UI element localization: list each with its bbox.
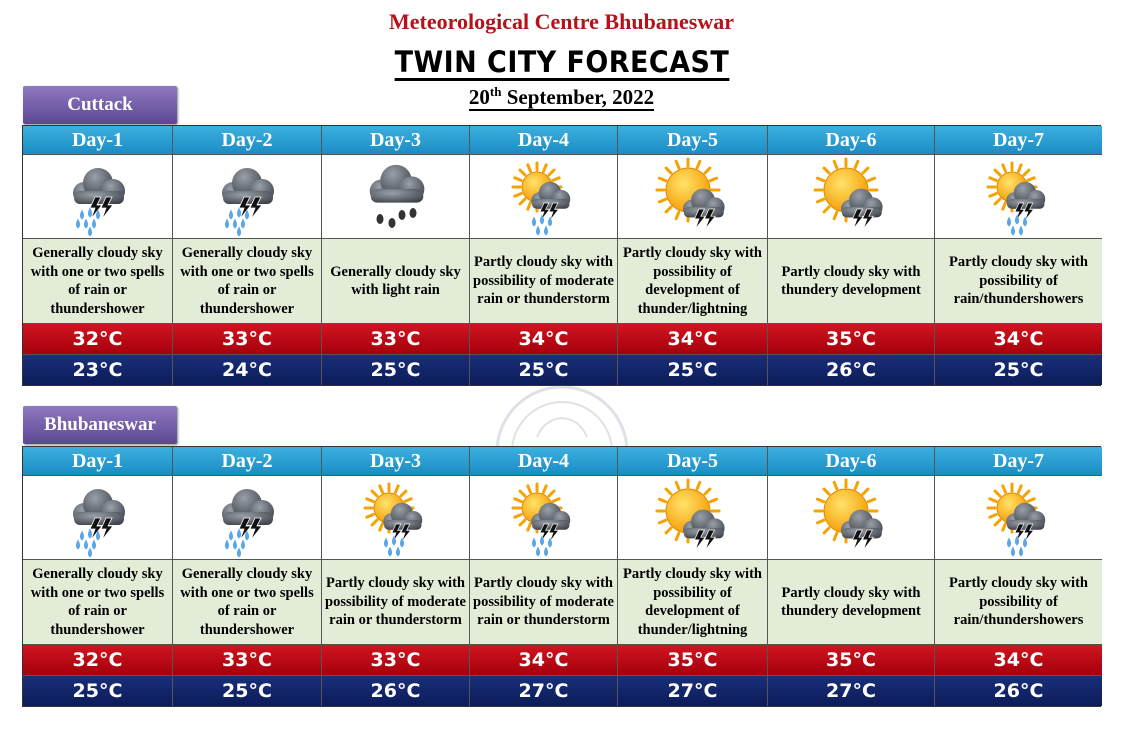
forecast-title-container: [0, 46, 1123, 81]
sun-cloud-thunder-rain-icon: [959, 478, 1079, 558]
min-temperature: 27°C: [768, 676, 935, 706]
forecast-description: Generally cloudy sky with one or two spells of rain or thundershower: [173, 239, 322, 324]
min-temperature: 25°C: [322, 355, 470, 385]
min-temperature: 27°C: [470, 676, 618, 706]
forecast-description: Partly cloudy sky with possibility of development of thunder/lightning: [618, 239, 768, 324]
header-organization: Meteorological Centre Bhubaneswar: [388, 9, 735, 34]
day-label: Day-5: [618, 126, 768, 155]
forecast-description: Generally cloudy sky with one or two spells of rain or thundershower: [173, 560, 322, 645]
day-label: Day-2: [173, 126, 322, 155]
date-suffix: th: [489, 84, 502, 99]
icon-cell: [470, 155, 618, 239]
max-temperature: 34°C: [470, 645, 618, 676]
forecast-description: Generally cloudy sky with one or two spells of rain or thundershower: [23, 560, 173, 645]
thunderstorm-rain-icon: [38, 478, 158, 558]
icon-cell: [322, 476, 470, 560]
icon-cell: [322, 155, 470, 239]
day-label: Day-6: [768, 447, 935, 476]
forecast-title: TWIN CITY FORECAST: [394, 45, 729, 79]
max-temperature: 35°C: [618, 645, 768, 676]
thunderstorm-rain-icon: [38, 157, 158, 237]
min-temperature: 25°C: [935, 355, 1102, 385]
day-label: Day-1: [23, 447, 173, 476]
min-temperature: 26°C: [322, 676, 470, 706]
max-temperature: 35°C: [768, 324, 935, 355]
min-temperature: 27°C: [618, 676, 768, 706]
max-temperature: 34°C: [935, 645, 1102, 676]
sun-cloud-thunder-rain-icon: [959, 157, 1079, 237]
day-label: Day-6: [768, 126, 935, 155]
max-temperature: 34°C: [470, 324, 618, 355]
forecast-table-bhubaneswar: [22, 446, 1101, 707]
day-label: Day-3: [322, 126, 470, 155]
thunderstorm-rain-icon: [187, 478, 307, 558]
max-temperature: 34°C: [935, 324, 1102, 355]
icon-cell: [23, 476, 173, 560]
day-label: Day-2: [173, 447, 322, 476]
max-temperature: 32°C: [23, 645, 173, 676]
date-day: 20: [468, 85, 490, 109]
day-label: Day-7: [935, 126, 1102, 155]
min-temperature: 25°C: [618, 355, 768, 385]
min-temperature: 25°C: [23, 676, 173, 706]
forecast-description: Partly cloudy sky with possibility of moderate rain or thunderstorm: [470, 560, 618, 645]
forecast-description: Partly cloudy sky with possibility of rain/thundershowers: [935, 239, 1102, 324]
forecast-description: Partly cloudy sky with thundery development: [768, 239, 935, 324]
min-temperature: 26°C: [935, 676, 1102, 706]
min-temperature: 25°C: [173, 676, 322, 706]
sun-cloud-thunder-rain-icon: [484, 157, 604, 237]
day-label: Day-5: [618, 447, 768, 476]
day-label: Day-1: [23, 126, 173, 155]
forecast-description: Partly cloudy sky with thundery development: [768, 560, 935, 645]
sun-cloud-thunder-icon: [633, 157, 753, 237]
thunderstorm-rain-icon: [187, 157, 307, 237]
icon-cell: [173, 155, 322, 239]
day-label: Day-4: [470, 126, 618, 155]
sun-cloud-thunder-icon: [791, 157, 911, 237]
forecast-description: Generally cloudy sky with one or two spells of rain or thundershower: [23, 239, 173, 324]
icon-cell: [618, 476, 768, 560]
day-label: Day-7: [935, 447, 1102, 476]
forecast-description: Partly cloudy sky with possibility of development of thunder/lightning: [618, 560, 768, 645]
sun-cloud-thunder-icon: [791, 478, 911, 558]
icon-cell: [470, 476, 618, 560]
icon-cell: [935, 155, 1102, 239]
day-label: Day-3: [322, 447, 470, 476]
forecast-description: Generally cloudy sky with light rain: [322, 239, 470, 324]
city-tab-cuttack: Cuttack: [23, 86, 177, 124]
icon-cell: [23, 155, 173, 239]
max-temperature: 33°C: [322, 324, 470, 355]
emblem-watermark: [487, 382, 637, 452]
sun-cloud-thunder-rain-icon: [336, 478, 456, 558]
cloud-light-rain-icon: [336, 157, 456, 237]
sun-cloud-thunder-rain-icon: [484, 478, 604, 558]
max-temperature: 32°C: [23, 324, 173, 355]
icon-cell: [768, 476, 935, 560]
day-label: Day-4: [470, 447, 618, 476]
forecast-description: Partly cloudy sky with possibility of moderate rain or thunderstorm: [470, 239, 618, 324]
icon-cell: [935, 476, 1102, 560]
date-rest: September, 2022: [501, 85, 655, 109]
sun-cloud-thunder-icon: [633, 478, 753, 558]
min-temperature: 25°C: [470, 355, 618, 385]
max-temperature: 33°C: [322, 645, 470, 676]
forecast-description: Partly cloudy sky with possibility of rain/thundershowers: [935, 560, 1102, 645]
icon-cell: [618, 155, 768, 239]
max-temperature: 33°C: [173, 324, 322, 355]
max-temperature: 34°C: [618, 324, 768, 355]
icon-cell: [768, 155, 935, 239]
min-temperature: 26°C: [768, 355, 935, 385]
max-temperature: 35°C: [768, 645, 935, 676]
min-temperature: 24°C: [173, 355, 322, 385]
max-temperature: 33°C: [173, 645, 322, 676]
icon-cell: [173, 476, 322, 560]
forecast-table-cuttack: [22, 125, 1101, 386]
city-tab-bhubaneswar: Bhubaneswar: [23, 406, 177, 444]
min-temperature: 23°C: [23, 355, 173, 385]
forecast-description: Partly cloudy sky with possibility of moderate rain or thunderstorm: [322, 560, 470, 645]
